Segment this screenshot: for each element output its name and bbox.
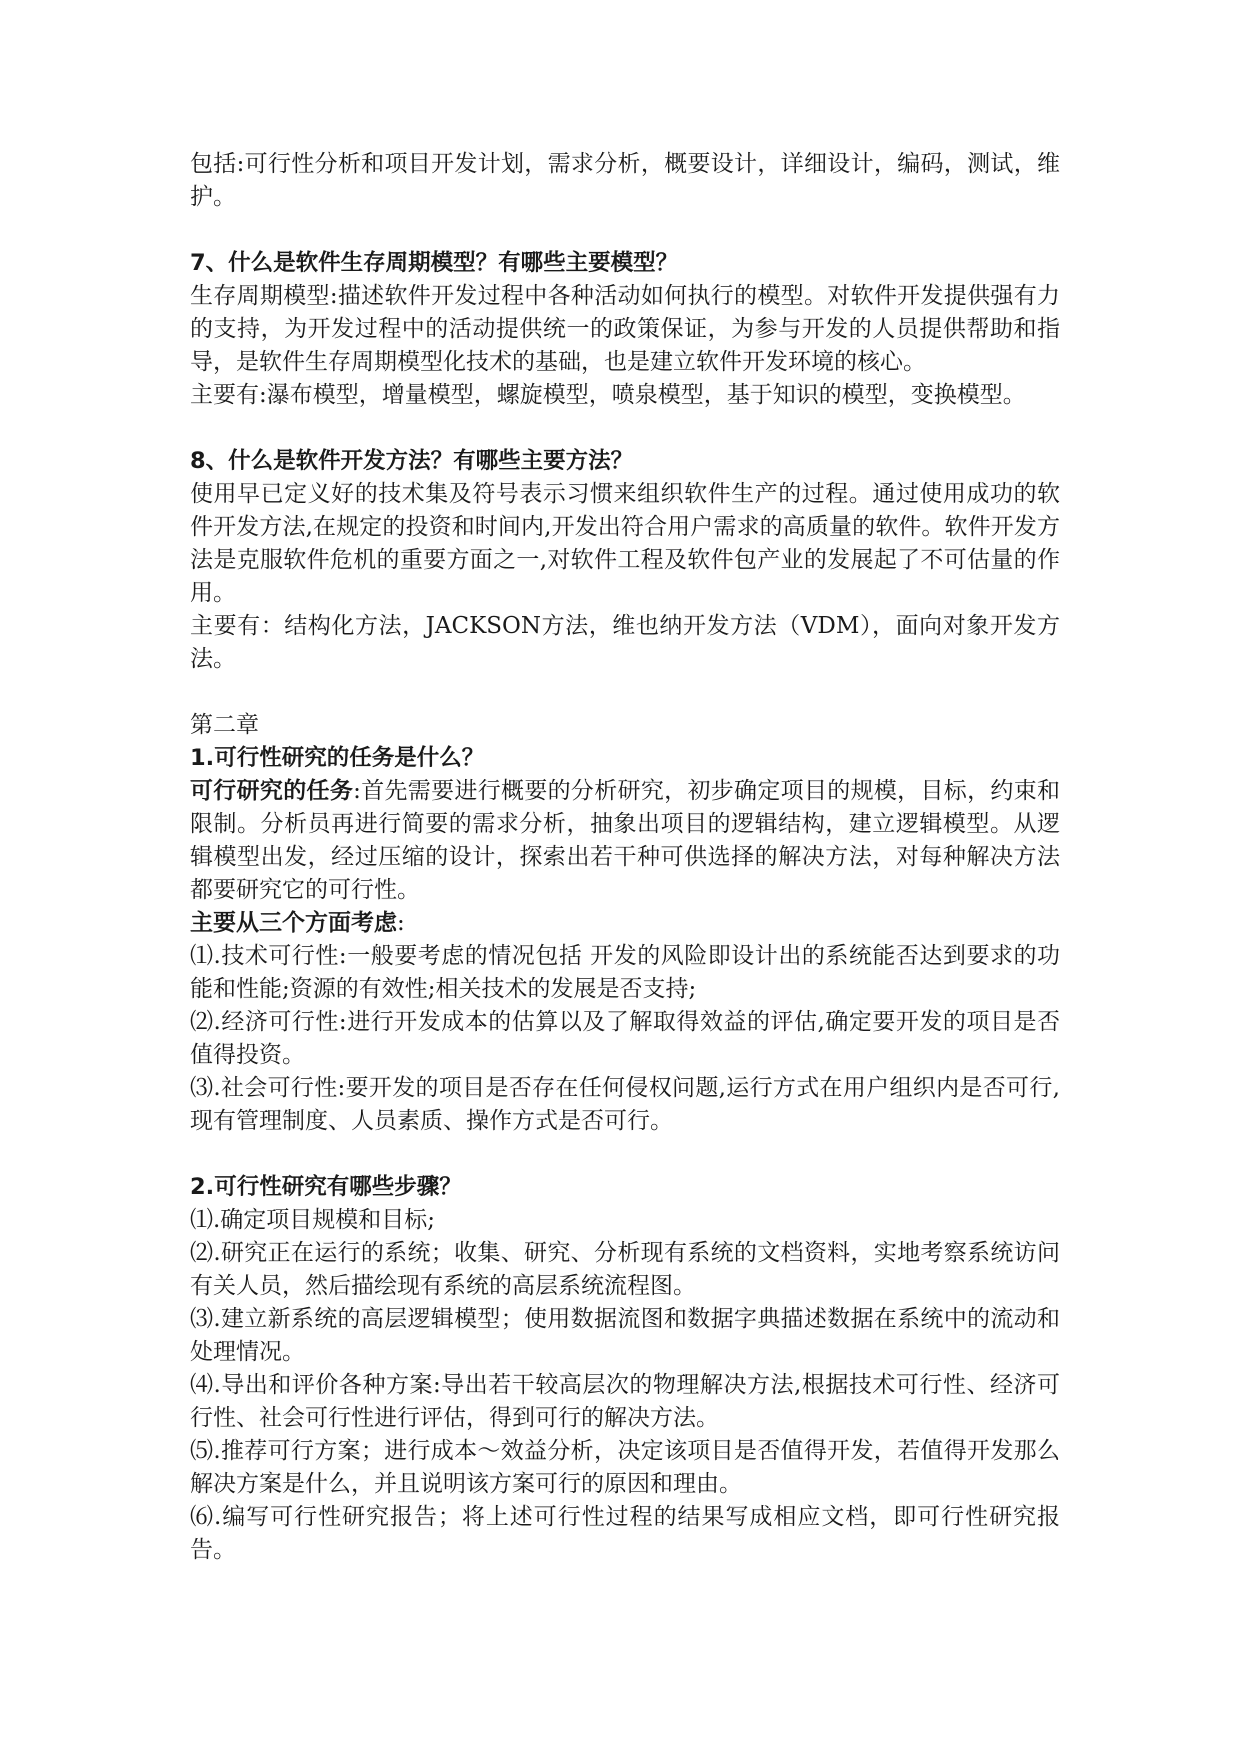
list-item: ⑷.导出和评价各种方案:导出若干较高层次的物理解决方法,根据技术可行性、经济可行性、社会可行性进行评估，得到可行的解决方法。 bbox=[190, 1372, 1060, 1431]
spacer bbox=[190, 1138, 1060, 1171]
question-7-answer-definition: 生存周期模型:描述软件开发过程中各种活动如何执行的模型。对软件开发提供强有力的支持，为开发过程中的活动提供统一的政策保证，为参与开发的人员提供帮助和指导，是软件生存周期模型化技术的基础，也是建立软件开发环境的核心。 bbox=[190, 283, 1060, 375]
feasibility-task-paragraph bbox=[190, 775, 1060, 907]
list-item: ⑴.技术可行性:一般要考虑的情况包括 开发的风险即设计出的系统能否达到要求的功能和性能;资源的有效性;相关技术的发展是否支持; bbox=[190, 943, 1060, 1002]
intro-paragraph: 包括:可行性分析和项目开发计划，需求分析，概要设计，详细设计，编码，测试，维护。 bbox=[190, 151, 1060, 210]
aspects-colon: : bbox=[397, 910, 405, 936]
list-item: ⑶.社会可行性:要开发的项目是否存在任何侵权问题,运行方式在用户组织内是否可行,现有管理制度、人员素质、操作方式是否可行。 bbox=[190, 1075, 1060, 1134]
question-8-heading: 8、什么是软件开发方法？有哪些主要方法？ bbox=[190, 448, 634, 474]
chapter2-question-2-heading: 2.可行性研究有哪些步骤？ bbox=[190, 1174, 462, 1200]
list-item: ⑵.研究正在运行的系统；收集、研究、分析现有系统的文档资料，实地考察系统访问有关人员，然后描绘现有系统的高层系统流程图。 bbox=[190, 1240, 1060, 1299]
chapter2-question-1-heading: 1.可行性研究的任务是什么？ bbox=[190, 745, 485, 771]
spacer bbox=[190, 676, 1060, 709]
spacer bbox=[190, 412, 1060, 445]
list-item: ⑵.经济可行性:进行开发成本的估算以及了解取得效益的评估,确定要开发的项目是否值得投资。 bbox=[190, 1009, 1060, 1068]
feasibility-task-label: 可行研究的任务 bbox=[190, 778, 354, 804]
list-item: ⑹.编写可行性研究报告；将上述可行性过程的结果写成相应文档，即可行性研究报告。 bbox=[190, 1504, 1060, 1563]
list-item: ⑴.确定项目规模和目标; bbox=[190, 1207, 436, 1233]
aspects-label: 主要从三个方面考虑 bbox=[190, 910, 397, 936]
list-item: ⑶.建立新系统的高层逻辑模型；使用数据流图和数据字典描述数据在系统中的流动和处理情况。 bbox=[190, 1306, 1060, 1365]
chapter-title: 第二章 bbox=[190, 712, 259, 738]
question-8-answer-definition: 使用早已定义好的技术集及符号表示习惯来组织软件生产的过程。通过使用成功的软件开发方法,在规定的投资和时间内,开发出符合用户需求的高质量的软件。软件开发方法是克服软件危机的重要方面之一,对软件工程及软件包产业的发展起了不可估量的作用。 bbox=[190, 481, 1060, 606]
list-item: ⑸.推荐可行方案；进行成本～效益分析，决定该项目是否值得开发，若值得开发那么解决方案是什么，并且说明该方案可行的原因和理由。 bbox=[190, 1438, 1060, 1497]
feasibility-task-text: :首先需要进行概要的分析研究，初步确定项目的规模，目标，约束和限制。分析员再进行简要的需求分析，抽象出项目的逻辑结构，建立逻辑模型。从逻辑模型出发，经过压缩的设计，探索出若干种可供选择的解决方法，对每种解决方法都要研究它的可行性。 bbox=[190, 778, 1061, 903]
question-7-answer-models: 主要有:瀑布模型，增量模型，螺旋模型，喷泉模型，基于知识的模型，变换模型。 bbox=[190, 382, 1026, 408]
question-8-answer-methods: 主要有：结构化方法，JACKSON方法，维也纳开发方法（VDM），面向对象开发方法。 bbox=[190, 613, 1060, 672]
aspects-heading bbox=[190, 907, 1060, 940]
question-7-heading: 7、什么是软件生存周期模型？有哪些主要模型？ bbox=[190, 250, 679, 276]
spacer bbox=[190, 214, 1060, 247]
document-page bbox=[190, 148, 1060, 1567]
